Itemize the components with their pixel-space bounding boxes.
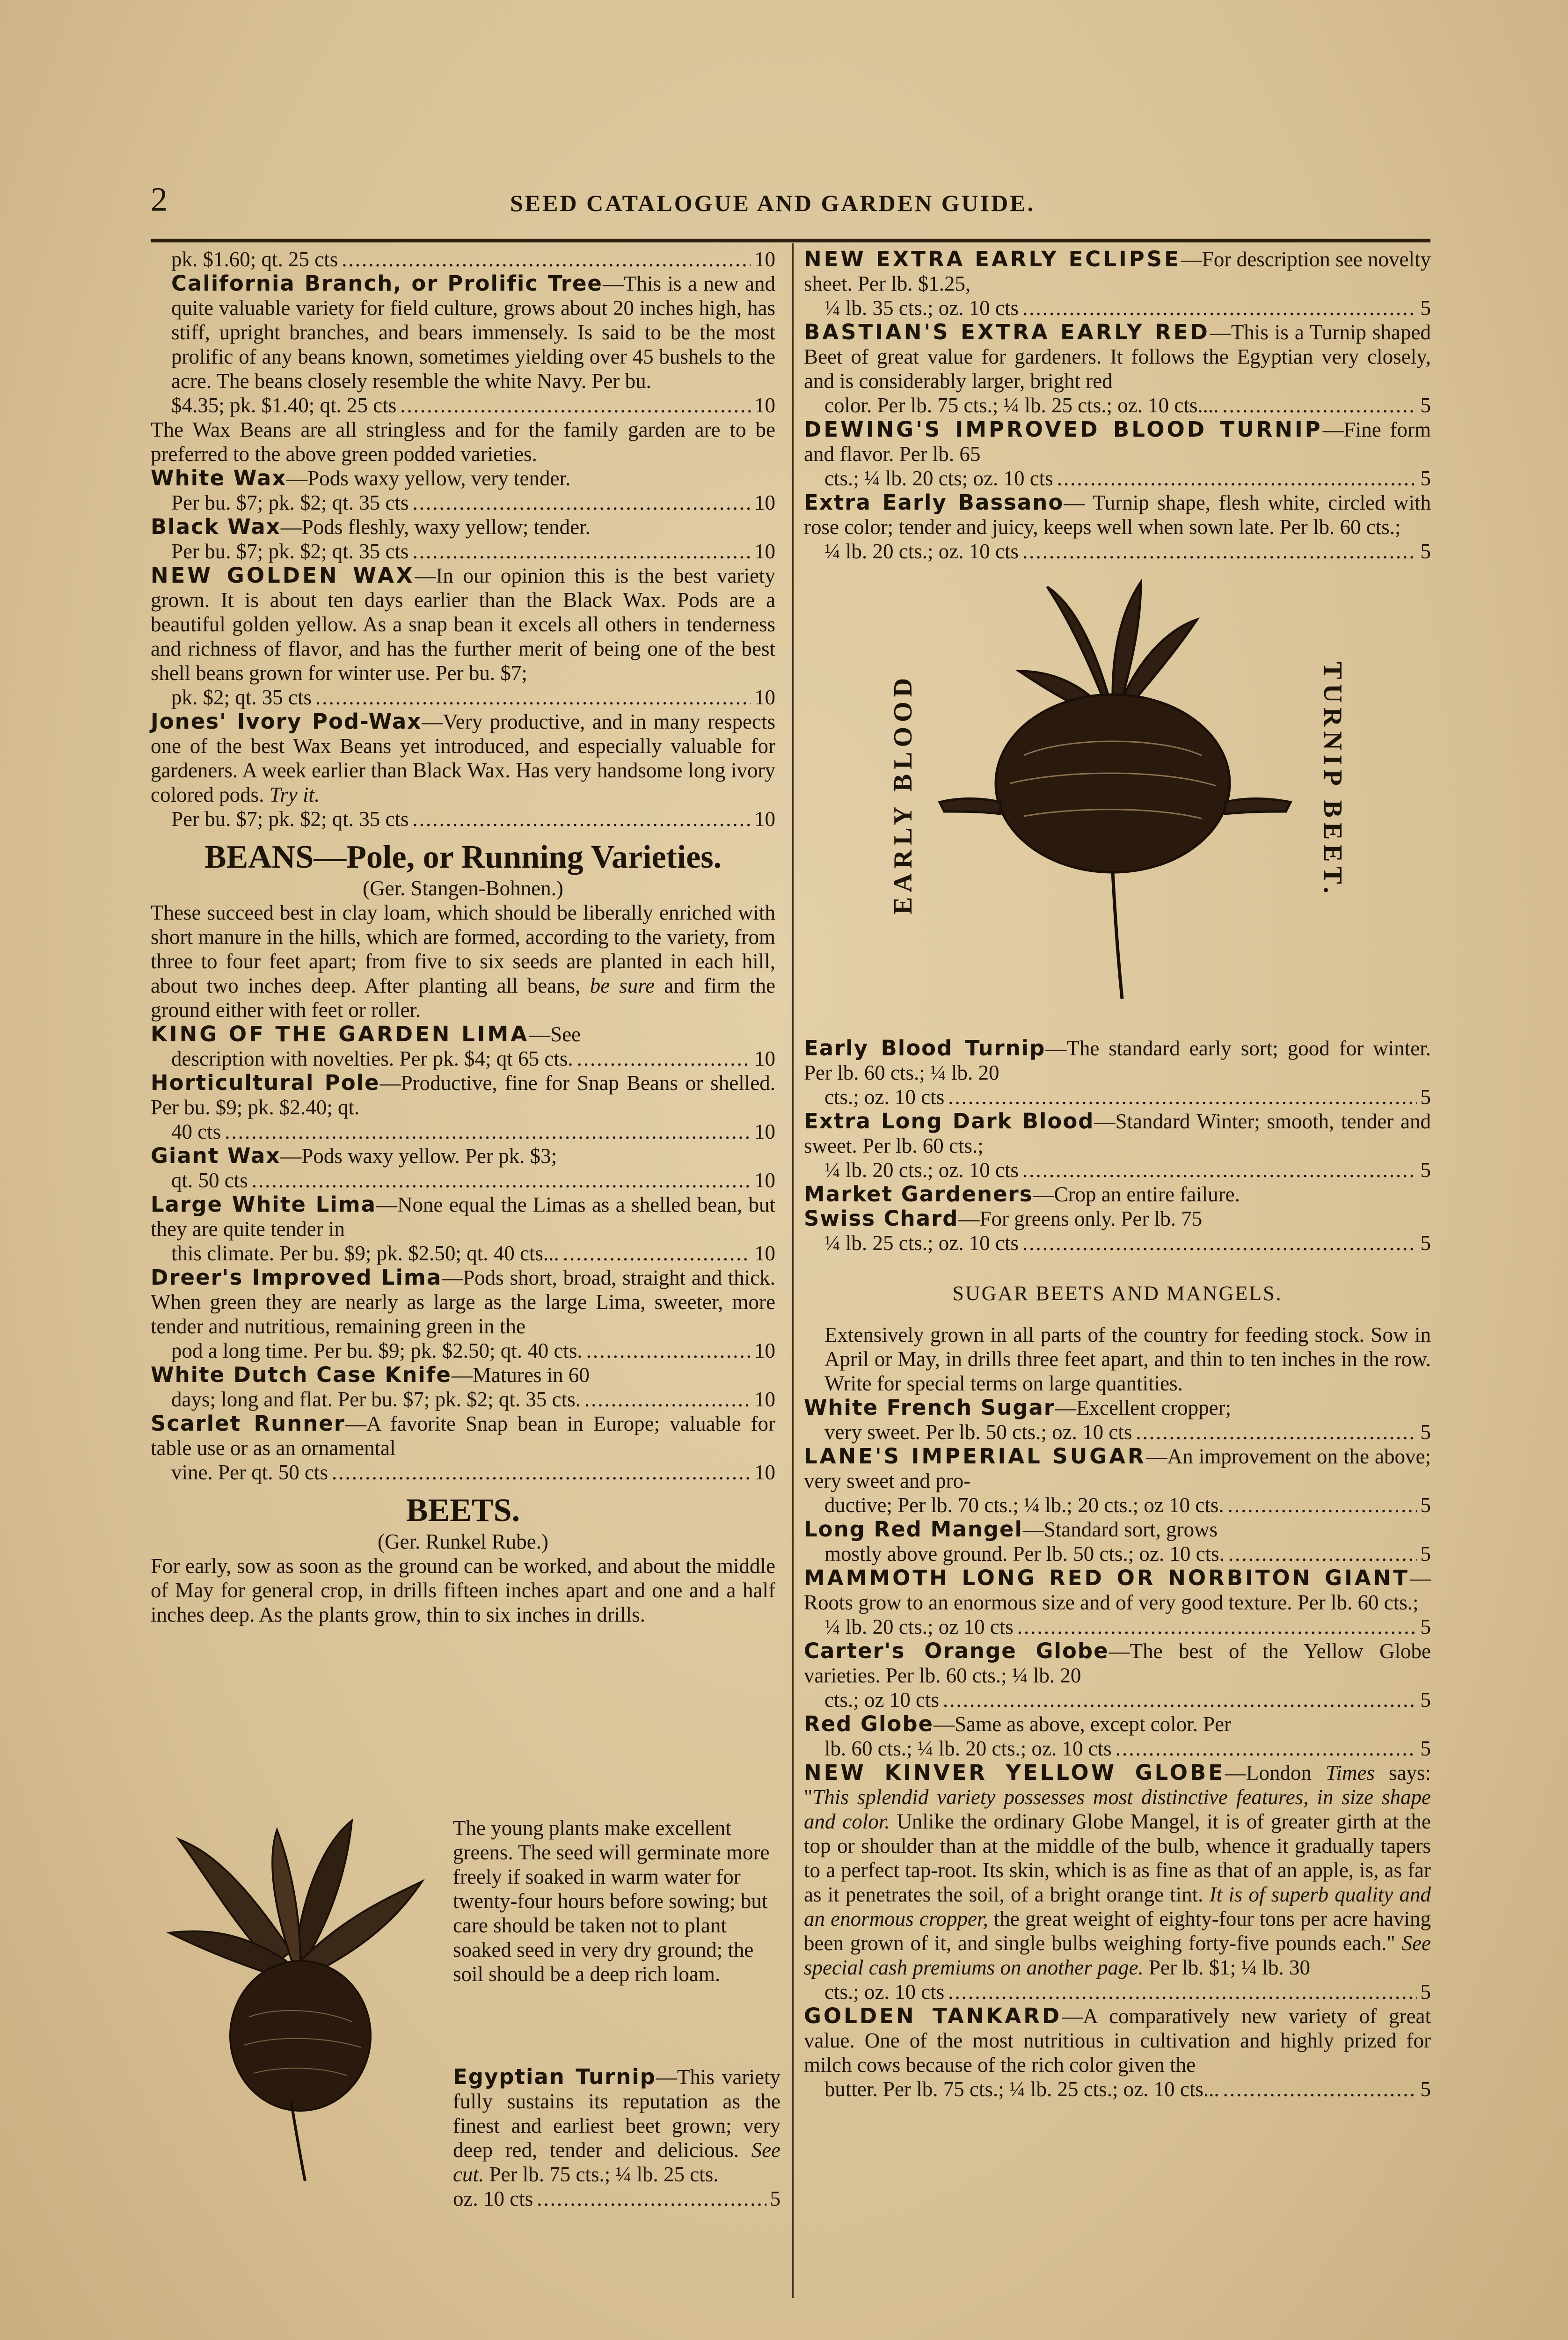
sugar-beets-intro: Extensively grown in all parts of the country for feeding stock. Sow in April or May, in drills three feet apart, and thin to ten inches in the row. Write for special terms on large quantities. <box>824 1323 1431 1395</box>
price-line: pk. $1.60; qt. 25 cts ..... 10 <box>151 247 775 271</box>
entry-long-red-mangel: Long Red Mangel—Standard sort, grows mostly above ground. Per lb. 50 cts.; oz. 10 cts. ..... 5 <box>804 1517 1431 1566</box>
right-column <box>804 247 1431 2101</box>
illustration-label-right: TURNIP BEET. <box>1318 662 1347 898</box>
price-line: pk. $2; qt. 35 cts ..... 10 <box>151 685 775 709</box>
beet-illustration <box>151 1811 431 2186</box>
entry-carters-orange-globe: Carter's Orange Globe—The best of the Yellow Globe varieties. Per lb. 60 cts.; ¼ lb. 20 cts.; oz 10 cts ..... 5 <box>804 1639 1431 1712</box>
section-title-sugar-beets: SUGAR BEETS AND MANGELS. <box>952 1282 1283 1305</box>
entry-name: White French Sugar <box>804 1395 1055 1420</box>
entry-name: DEWING'S IMPROVED BLOOD TURNIP <box>804 417 1323 442</box>
entry-name: GOLDEN TANKARD <box>804 2004 1062 2028</box>
entry-name: Black Wax <box>151 514 281 539</box>
entry-name: KING OF THE GARDEN LIMA <box>151 1022 530 1046</box>
section-subtitle: (Ger. Runkel Rube.) <box>378 1530 548 1553</box>
entry-name: Horticultural Pole <box>151 1070 380 1095</box>
left-column <box>151 247 775 1627</box>
entry-mammoth-long-red: MAMMOTH LONG RED OR NORBITON GIANT—Roots grow to an enormous size and of very good texture. Per lb. 60 cts.; ¼ lb. 20 cts.; oz 10 cts ..... 5 <box>804 1566 1431 1639</box>
entry-market-gardeners: Market Gardeners—Crop an entire failure. <box>804 1182 1240 1207</box>
entry-name: NEW KINVER YELLOW GLOBE <box>804 1760 1225 1785</box>
price-line: description with novelties. Per pk. $4; qt 65 cts. ..... 10 <box>151 1046 775 1071</box>
price-line: ¼ lb. 20 cts.; oz. 10 cts ..... 5 <box>804 1158 1431 1182</box>
price-line: 40 cts ..... 10 <box>151 1119 775 1144</box>
column-divider <box>792 243 794 2298</box>
entry-dewings-improved-blood-turnip: DEWING'S IMPROVED BLOOD TURNIP—Fine form and flavor. Per lb. 65 cts.; ¼ lb. 20 cts; oz. 10 cts ..... 5 <box>804 417 1431 490</box>
price-line: color. Per lb. 75 cts.; ¼ lb. 25 cts.; oz. 10 cts.... ..... 5 <box>804 393 1431 417</box>
entry-giant-wax: Giant Wax—Pods waxy yellow. Per pk. $3; qt. 50 cts ..... 10 <box>151 1144 775 1192</box>
entry-name: Red Globe <box>804 1711 934 1736</box>
price-line: mostly above ground. Per lb. 50 cts.; oz. 10 cts. ..... 5 <box>804 1542 1431 1566</box>
price-line: ¼ lb. 20 cts.; oz 10 cts ..... 5 <box>804 1615 1431 1639</box>
entry-dreers-improved-lima: Dreer's Improved Lima—Pods short, broad, straight and thick. When green they are nearly as large as the large Lima, sweeter, more tender and nutritious, remaining green in the pod a long time. Per bu. $9; pk. $2.50; qt. 40 cts. ..... 10 <box>151 1265 775 1363</box>
entry-california-branch: California Branch, or Prolific Tree—This is a new and quite valuable variety for field culture, grows about 20 inches high, has stiff, upright branches, and bears immensely. Is said to be the most prolific of any beans known, sometimes yielding over 45 bushels to the acre. The beans closely resemble the white Navy. Per bu. $4.35; pk. $1.40; qt. 25 cts ..... 10 <box>151 271 775 417</box>
price-line: this climate. Per bu. $9; pk. $2.50; qt. 40 cts... ..... 10 <box>151 1241 775 1265</box>
entry-red-globe: Red Globe—Same as above, except color. Per lb. 60 cts.; ¼ lb. 20 cts.; oz. 10 cts ..... 5 <box>804 1712 1431 1761</box>
entry-lanes-imperial-sugar: LANE'S IMPERIAL SUGAR—An improvement on the above; very sweet and pro- ductive; Per lb. 70 cts.; ¼ lb.; 20 cts.; oz 10 cts. ..... 5 <box>804 1444 1431 1517</box>
entry-name: Carter's Orange Globe <box>804 1638 1109 1663</box>
entry-new-golden-wax: NEW GOLDEN WAX—In our opinion this is the best variety grown. It is about ten days earlier than the Black Wax. Pods are a beautiful golden yellow. As a snap bean it excels all others in tenderness and richness of flavor, and has the further merit of being one of the best shell beans grown for winter use. Per bu. $7; pk. $2; qt. 35 cts ..... 10 <box>151 563 775 709</box>
price-line: lb. 60 cts.; ¼ lb. 20 cts.; oz. 10 cts ..... 5 <box>804 1736 1431 1761</box>
entry-name: Swiss Chard <box>804 1206 959 1231</box>
beet-engraving-icon <box>151 1811 431 2186</box>
entry-name: NEW EXTRA EARLY ECLIPSE <box>804 247 1181 271</box>
entry-name: Market Gardeners <box>804 1182 1033 1207</box>
price-line: vine. Per qt. 50 cts ..... 10 <box>151 1460 775 1484</box>
beets-intro: For early, sow as soon as the ground can be worked, and about the middle of May for general crop, in drills fifteen inches apart and one and a half inches deep. As the plants grow, thin to six inches in drills. <box>151 1554 775 1626</box>
entry-name: White Wax <box>151 466 287 490</box>
running-title: SEED CATALOGUE AND GARDEN GUIDE. <box>510 190 1036 216</box>
price-line: cts.; oz. 10 cts ..... 5 <box>804 1085 1431 1109</box>
entry-bastians-extra-early-red: BASTIAN'S EXTRA EARLY RED—This is a Turnip shaped Beet of great value for gardeners. It follows the Egyptian very closely, and is considerably larger, bright red color. Per lb. 75 cts.; ¼ lb. 25 cts.; oz. 10 cts.... ..... 5 <box>804 320 1431 417</box>
section-title-beets: BEETS. <box>406 1492 520 1528</box>
page-number: 2 <box>151 181 168 218</box>
entry-new-kinver-yellow-globe: NEW KINVER YELLOW GLOBE—London Times says: "This splendid variety possesses most distinctive features, in size shape and color. Unlike the ordinary Globe Mangel, it is of greater girth at the top or shoulder than at the middle of the bulb, whence it gradually tapers to a perfect tap-root. Its skin, which is as fine as that of an apple, is, as far as it penetrates the soil, of a bright orange tint. It is of superb quality and an enormous cropper, the great weight of eighty-four tons per acre having been grown of it, and single bulbs weighing forty-five pounds each." See special cash premiums on another page. Per lb. $1; ¼ lb. 30 cts.; oz. 10 cts ..... 5 <box>804 1761 1431 2004</box>
price-line: cts.; oz. 10 cts ..... 5 <box>804 1980 1431 2004</box>
illustration-label-left: EARLY BLOOD <box>889 673 918 914</box>
price-line: ¼ lb. 35 cts.; oz. 10 cts ..... 5 <box>804 296 1431 320</box>
entry-name: NEW GOLDEN WAX <box>151 563 415 588</box>
entry-name: White Dutch Case Knife <box>151 1362 452 1387</box>
entry-extra-long-dark-blood: Extra Long Dark Blood—Standard Winter; smooth, tender and sweet. Per lb. 60 cts.; ¼ lb. 20 cts.; oz. 10 cts ..... 5 <box>804 1109 1431 1182</box>
entry-extra-early-bassano: Extra Early Bassano— Turnip shape, flesh white, circled with rose color; tender and juicy, keeps well when sown late. Per lb. 60 cts.; ¼ lb. 20 cts.; oz. 10 cts ..... 5 <box>804 490 1431 563</box>
price-line: butter. Per lb. 75 cts.; ¼ lb. 25 cts.; oz. 10 cts... ..... 5 <box>804 2077 1431 2101</box>
section-title-pole-beans: BEANS—Pole, or Running Varieties. <box>204 839 722 875</box>
price-line: very sweet. Per lb. 50 cts.; oz. 10 cts ..... 5 <box>804 1420 1431 1444</box>
price-line: Per bu. $7; pk. $2; qt. 35 cts ..... 10 <box>151 539 775 563</box>
entry-king-of-garden-lima: KING OF THE GARDEN LIMA—See description with novelties. Per pk. $4; qt 65 cts. ..... 10 <box>151 1022 775 1071</box>
entry-name: Dreer's Improved Lima <box>151 1265 442 1290</box>
entry-white-french-sugar: White French Sugar—Excellent cropper; very sweet. Per lb. 50 cts.; oz. 10 cts ..... 5 <box>804 1396 1431 1444</box>
entry-name: Large White Lima <box>151 1192 377 1217</box>
entry-name: Early Blood Turnip <box>804 1036 1046 1060</box>
entry-name: Extra Early Bassano <box>804 490 1064 515</box>
wax-beans-note: The Wax Beans are all stringless and for the family garden are to be preferred to the above green podded varieties. <box>151 418 775 466</box>
section-subtitle: (Ger. Stangen-Bohnen.) <box>363 877 563 900</box>
turnip-beet-illustration <box>804 578 1431 1031</box>
price-line: cts.; oz 10 cts ..... 5 <box>804 1688 1431 1712</box>
entry-early-blood-turnip: Early Blood Turnip—The standard early sort; good for winter. Per lb. 60 cts.; ¼ lb. 20 cts.; oz. 10 cts ..... 5 <box>804 1036 1431 1109</box>
entry-name: MAMMOTH LONG RED OR NORBITON GIANT <box>804 1565 1410 1590</box>
price-line: qt. 50 cts ..... 10 <box>151 1168 775 1192</box>
entry-name: Long Red Mangel <box>804 1517 1023 1542</box>
price-line: pod a long time. Per bu. $9; pk. $2.50; qt. 40 cts. ..... 10 <box>151 1338 775 1363</box>
entry-horticultural-pole: Horticultural Pole—Productive, fine for Snap Beans or shelled. Per bu. $9; pk. $2.40; qt. 40 cts ..... 10 <box>151 1071 775 1144</box>
turnip-beet-engraving-icon <box>804 578 1431 1031</box>
entry-name: Scarlet Runner <box>151 1411 345 1436</box>
entry-name: BASTIAN'S EXTRA EARLY RED <box>804 320 1210 344</box>
price-line: $4.35; pk. $1.40; qt. 25 cts ..... 10 <box>151 393 775 417</box>
entry-name: LANE'S IMPERIAL SUGAR <box>804 1444 1146 1469</box>
entry-name: Jones' Ivory Pod-Wax <box>151 709 422 734</box>
entry-name: Giant Wax <box>151 1143 281 1168</box>
entry-name: Egyptian Turnip <box>453 2064 656 2089</box>
price-line: ductive; Per lb. 70 cts.; ¼ lb.; 20 cts.; oz 10 cts. ..... 5 <box>804 1493 1431 1517</box>
entry-swiss-chard: Swiss Chard—For greens only. Per lb. 75 ¼ lb. 25 cts.; oz. 10 cts ..... 5 <box>804 1207 1431 1255</box>
entry-black-wax: Black Wax—Pods fleshly, waxy yellow; tender. Per bu. $7; pk. $2; qt. 35 cts ..... 10 <box>151 515 775 563</box>
header-rule <box>151 239 1430 242</box>
pole-beans-intro: These succeed best in clay loam, which should be liberally enriched with short manure in the hills, which are formed, according to the variety, from three to four feet apart; from five to six seeds are planted in each hill, about two inches deep. After planting all beans, be sure and firm the ground either with feet or roller. <box>151 901 775 1022</box>
beets-float-text: The young plants make excellent greens. The seed will germinate more freely if soaked in warm water for twenty-four hours before sowing; but care should be taken not to plant soaked seed in very dry ground; the soil should be a deep rich loam. <box>453 1816 770 1986</box>
price-line: ¼ lb. 20 cts.; oz. 10 cts ..... 5 <box>804 539 1431 563</box>
entry-name: Extra Long Dark Blood <box>804 1109 1094 1133</box>
entry-golden-tankard: GOLDEN TANKARD—A comparatively new variety of great value. One of the most nutritious in cultivation and highly prized for milch cows because of the rich color given the butter. Per lb. 75 cts.; ¼ lb. 25 cts.; oz. 10 cts... ..... 5 <box>804 2004 1431 2101</box>
entry-white-dutch-case-knife: White Dutch Case Knife—Matures in 60 days; long and flat. Per bu. $7; pk. $2; qt. 35 cts. ..... 10 <box>151 1363 775 1411</box>
price-line: Per bu. $7; pk. $2; qt. 35 cts ..... 10 <box>151 807 775 831</box>
entry-egyptian-turnip: Egyptian Turnip—This variety fully sustains its reputation as the finest and earliest beet grown; very deep red, tender and delicious. See cut. Per lb. 75 cts.; ¼ lb. 25 cts. oz. 10 cts ..... 5 <box>453 2065 780 2211</box>
entry-new-extra-early-eclipse: NEW EXTRA EARLY ECLIPSE—For description see novelty sheet. Per lb. $1.25, ¼ lb. 35 cts.; oz. 10 cts ..... 5 <box>804 247 1431 320</box>
entry-jones-ivory-pod-wax: Jones' Ivory Pod-Wax—Very productive, and in many respects one of the best Wax Beans yet introduced, and especially valuable for gardeners. A week earlier than Black Wax. Has very handsome long ivory colored pods. Try it. Per bu. $7; pk. $2; qt. 35 cts ..... 10 <box>151 709 775 831</box>
price-line: oz. 10 cts ..... 5 <box>453 2186 780 2211</box>
price-line: days; long and flat. Per bu. $7; pk. $2; qt. 35 cts. ..... 10 <box>151 1387 775 1411</box>
entry-name: California Branch, or Prolific Tree <box>171 271 603 296</box>
entry-scarlet-runner: Scarlet Runner—A favorite Snap bean in Europe; valuable for table use or as an ornamental vine. Per qt. 50 cts ..... 10 <box>151 1411 775 1484</box>
entry-large-white-lima: Large White Lima—None equal the Limas as a shelled bean, but they are quite tender in this climate. Per bu. $9; pk. $2.50; qt. 40 cts... ..... 10 <box>151 1192 775 1265</box>
price-line: Per bu. $7; pk. $2; qt. 35 cts ..... 10 <box>151 490 775 515</box>
price-line: ¼ lb. 25 cts.; oz. 10 cts ..... 5 <box>804 1231 1431 1255</box>
entry-white-wax: White Wax—Pods waxy yellow, very tender. Per bu. $7; pk. $2; qt. 35 cts ..... 10 <box>151 466 775 515</box>
price-line: cts.; ¼ lb. 20 cts; oz. 10 cts ..... 5 <box>804 466 1431 490</box>
